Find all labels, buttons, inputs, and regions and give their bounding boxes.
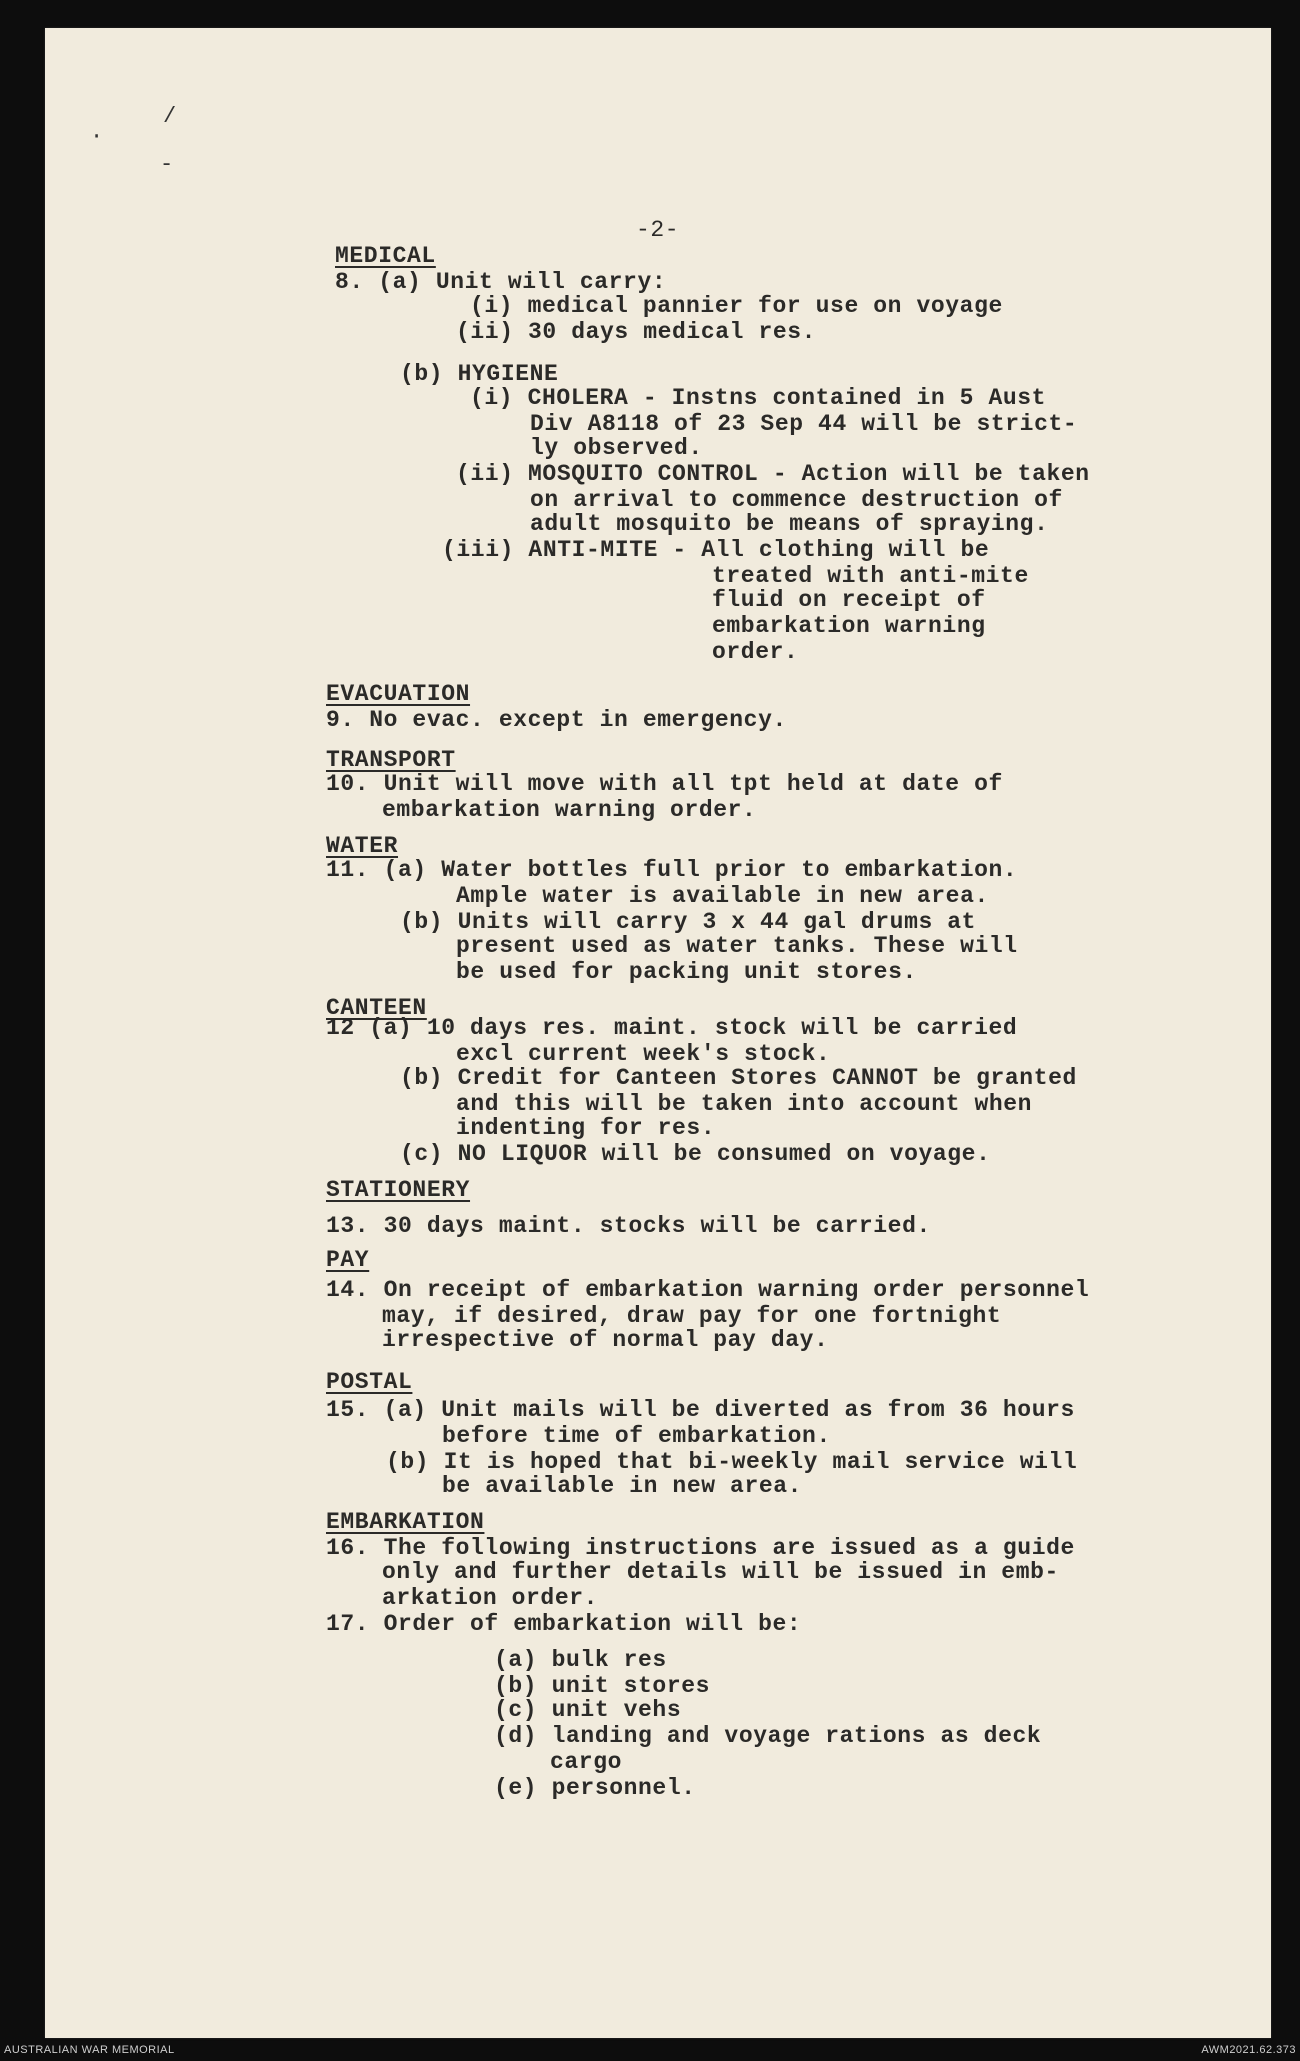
section-heading: STATIONERY [326, 1177, 471, 1203]
text-line: cargo [550, 1749, 623, 1775]
text-line: (b) HYGIENE [400, 361, 559, 387]
text-line: (b) Units will carry 3 x 44 gal drums at [400, 909, 977, 935]
text-line: Div A8118 of 23 Sep 44 will be strict- [530, 411, 1078, 437]
text-line: 10. Unit will move with all tpt held at date of [326, 771, 1003, 797]
text-line: 12 (a) 10 days res. maint. stock will be carried [326, 1015, 1018, 1041]
text-line: (c) NO LIQUOR will be consumed on voyage. [400, 1141, 991, 1167]
text-line: on arrival to commence destruction of [530, 487, 1063, 513]
text-line: may, if desired, draw pay for one fortnight [382, 1303, 1002, 1329]
text-line: 8. (a) Unit will carry: [335, 269, 667, 295]
text-line: (b) unit stores [494, 1673, 711, 1699]
text-line: 9. No evac. except in emergency. [326, 707, 787, 733]
text-line: (ii) MOSQUITO CONTROL - Action will be taken [456, 461, 1090, 487]
text-line: (c) unit vehs [494, 1697, 682, 1723]
text-line: 11. (a) Water bottles full prior to embarkation. [326, 857, 1018, 883]
text-line: (a) bulk res [494, 1647, 667, 1673]
text-line: indenting for res. [456, 1115, 716, 1141]
text-line: (i) CHOLERA - Instns contained in 5 Aust [470, 385, 1047, 411]
text-line: Ample water is available in new area. [456, 883, 989, 909]
text-line: arkation order. [382, 1585, 599, 1611]
text-line: (b) It is hoped that bi-weekly mail service will [386, 1449, 1078, 1475]
section-heading: TRANSPORT [326, 747, 456, 773]
text-line: (iii) ANTI-MITE - All clothing will be [442, 537, 990, 563]
text-line: embarkation warning order. [382, 797, 757, 823]
footer-right: AWM2021.62.373 [1201, 2044, 1296, 2056]
section-heading: EMBARKATION [326, 1509, 485, 1535]
text-line: embarkation warning [712, 613, 986, 639]
section-heading: MEDICAL [335, 243, 436, 269]
text-line: order. [712, 639, 799, 665]
text-line: before time of embarkation. [442, 1423, 831, 1449]
text-line: and this will be taken into account when [456, 1091, 1033, 1117]
ink-mark: - [160, 152, 174, 177]
text-line: excl current week's stock. [456, 1041, 831, 1067]
text-line: (d) landing and voyage rations as deck [494, 1723, 1042, 1749]
ink-mark: / [163, 104, 177, 129]
text-line: present used as water tanks. These will [456, 933, 1018, 959]
text-line: 14. On receipt of embarkation warning order personnel [326, 1277, 1090, 1303]
text-line: 15. (a) Unit mails will be diverted as from 36 hours [326, 1397, 1075, 1423]
ink-mark: · [90, 124, 104, 149]
section-heading: EVACUATION [326, 681, 471, 707]
text-line: be available in new area. [442, 1473, 803, 1499]
text-line: only and further details will be issued in emb- [382, 1559, 1059, 1585]
text-line: 13. 30 days maint. stocks will be carried. [326, 1213, 931, 1239]
text-line: treated with anti-mite [712, 563, 1029, 589]
text-line: ly observed. [530, 435, 703, 461]
text-line: adult mosquito be means of spraying. [530, 511, 1049, 537]
section-heading: POSTAL [326, 1369, 413, 1395]
text-line: 16. The following instructions are issued as a guide [326, 1535, 1075, 1561]
text-line: (b) Credit for Canteen Stores CANNOT be granted [400, 1065, 1077, 1091]
section-heading: WATER [326, 833, 399, 859]
text-line: be used for packing unit stores. [456, 959, 917, 985]
text-line: 17. Order of embarkation will be: [326, 1611, 802, 1637]
text-line: fluid on receipt of [712, 587, 986, 613]
section-heading: CANTEEN [326, 995, 427, 1021]
text-line: (e) personnel. [494, 1775, 696, 1801]
text-line: irrespective of normal pay day. [382, 1327, 829, 1353]
text-line: (i) medical pannier for use on voyage [470, 293, 1003, 319]
page-number: -2- [636, 217, 680, 243]
text-line: (ii) 30 days medical res. [456, 319, 817, 345]
section-heading: PAY [326, 1247, 370, 1273]
footer-left: AUSTRALIAN WAR MEMORIAL [4, 2044, 175, 2056]
